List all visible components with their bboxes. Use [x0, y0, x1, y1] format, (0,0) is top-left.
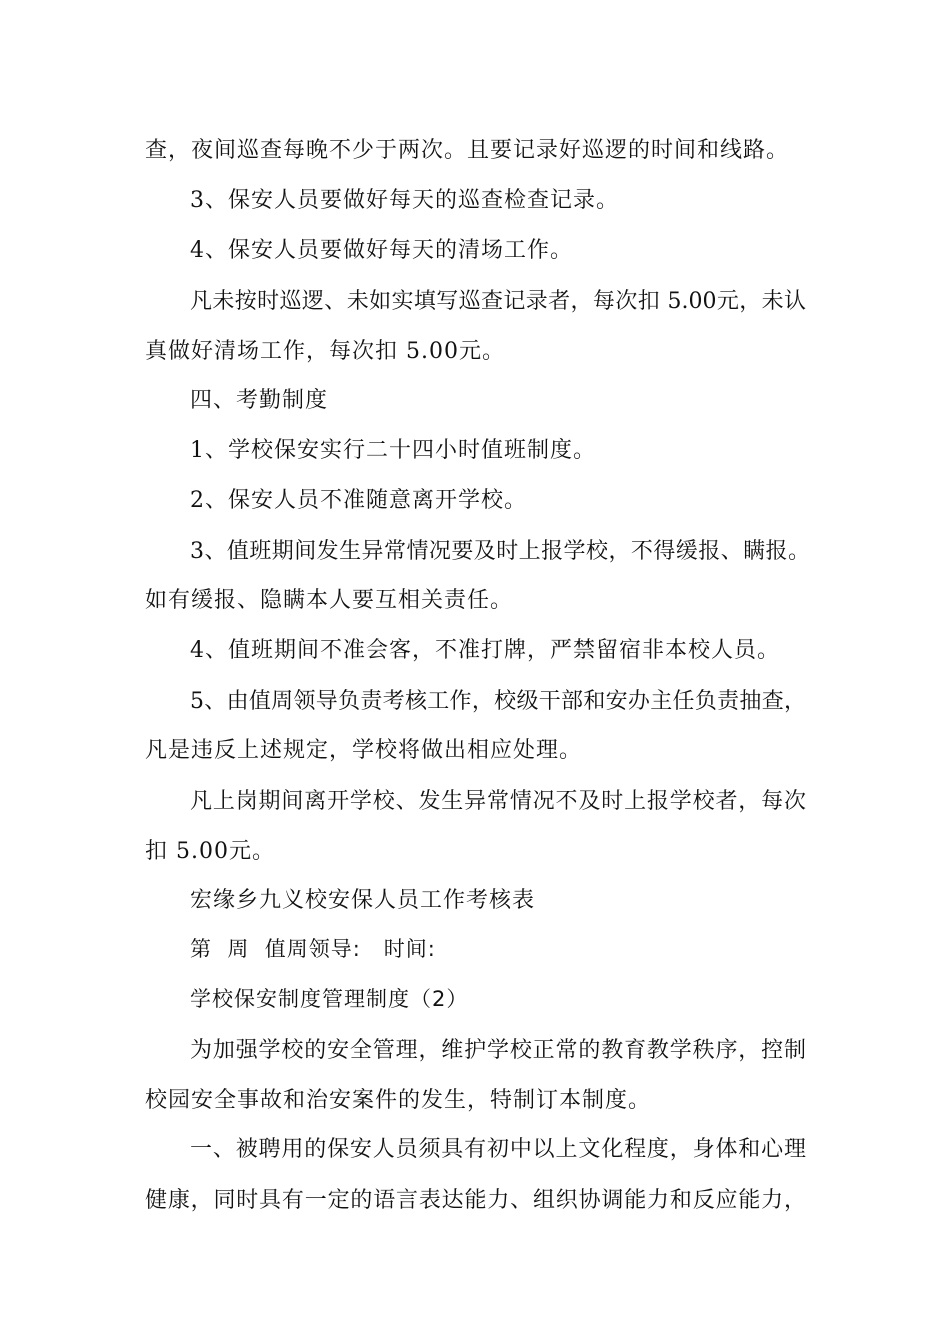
text-line-12: 5、由值周领导负责考核工作，校级干部和安办主任负责抽查，: [190, 689, 806, 714]
text-line-1: 查，夜间巡查每晚不少于两次。且要记录好巡逻的时间和线路。: [145, 138, 790, 163]
text-line-19: 为加强学校的安全管理，维护学校正常的教育教学秩序，控制: [190, 1038, 806, 1063]
text-line-2: 3、保安人员要做好每天的巡查检查记录。: [190, 188, 619, 213]
text-line-9: 3、值班期间发生异常情况要及时上报学校，不得缓报、瞒报。: [190, 539, 810, 564]
text-line-10: 如有缓报、隐瞒本人要互相关责任。: [145, 588, 514, 613]
text-line-8: 2、保安人员不准随意离开学校。: [190, 488, 527, 513]
text-line-13: 凡是违反上述规定，学校将做出相应处理。: [145, 738, 583, 763]
table-title: 宏缘乡九义校安保人员工作考核表: [190, 888, 536, 913]
text-line-7: 1、学校保安实行二十四小时值班制度。: [190, 438, 596, 463]
text-line-4: 凡未按时巡逻、未如实填写巡查记录者，每次扣 5.00元，未认: [190, 289, 806, 314]
text-line-22: 健康，同时具有一定的语言表达能力、组织协调能力和反应能力，: [145, 1188, 806, 1213]
text-line-15: 扣 5.00元。: [145, 839, 275, 864]
text-line-5: 真做好清场工作，每次扣 5.00元。: [145, 339, 505, 364]
text-line-14: 凡上岗期间离开学校、发生异常情况不及时上报学校者，每次: [190, 789, 806, 814]
text-line-20: 校园安全事故和治安案件的发生，特制订本制度。: [145, 1088, 652, 1113]
table-header-line: 第 周 值周领导: 时间:: [190, 937, 436, 961]
text-line-11: 4、值班期间不准会客，不准打牌，严禁留宿非本校人员。: [190, 638, 780, 663]
section-title-2: 学校保安制度管理制度（2）: [190, 987, 469, 1011]
section-heading-attendance: 四、考勤制度: [190, 388, 329, 413]
text-line-21: 一、被聘用的保安人员须具有初中以上文化程度，身体和心理: [190, 1137, 806, 1162]
text-line-3: 4、保安人员要做好每天的清场工作。: [190, 238, 573, 263]
